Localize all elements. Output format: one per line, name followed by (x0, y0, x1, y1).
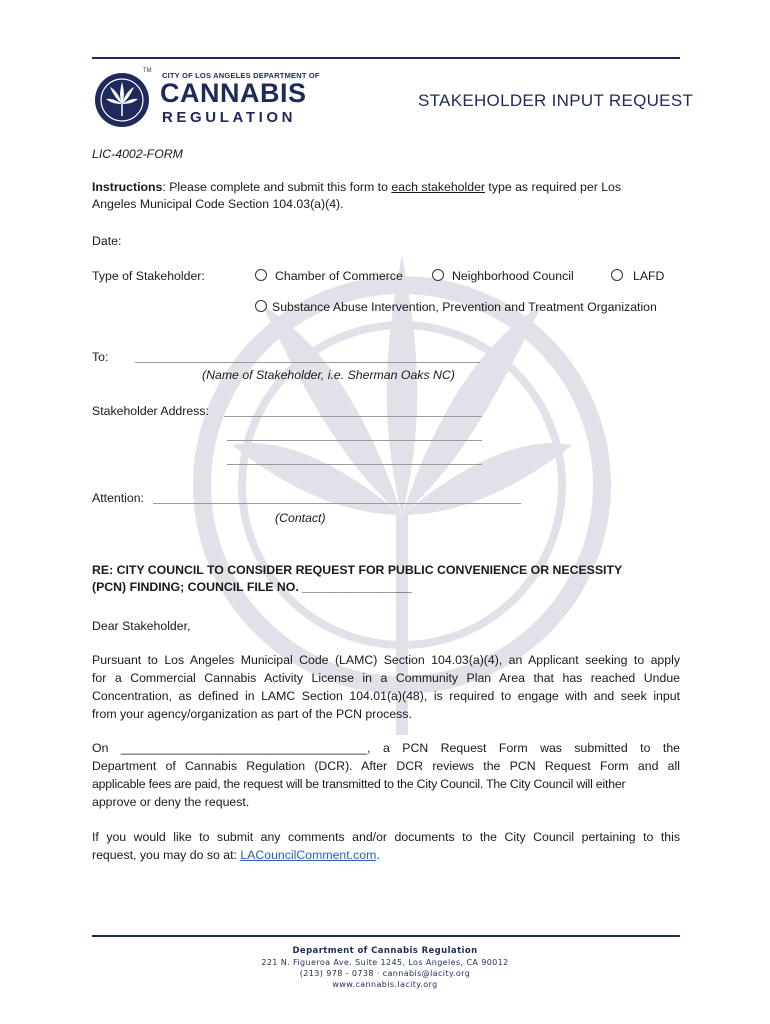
para2-line-1: On ____________________________________, a PCN Request Form was submitted to the (92, 741, 680, 755)
para1-line-4: from your agency/organization as part of the PCN process. (92, 707, 412, 721)
instructions-text-b: type as required per Los (485, 180, 622, 194)
option-neighborhood-council: Neighborhood Council (452, 269, 574, 283)
footer-divider (92, 935, 680, 937)
attention-label: Attention: (92, 491, 144, 505)
para2-line-4: approve or deny the request. (92, 795, 250, 809)
para1-line-2: for a Commercial Cannabis Activity License in a Community Plan Area that has reached Undue (92, 671, 680, 685)
logo-regulation: REGULATION (162, 109, 297, 126)
footer-website[interactable]: www.cannabis.lacity.org (332, 980, 438, 989)
to-hint: (Name of Stakeholder, i.e. Sherman Oaks NC) (202, 368, 455, 382)
re-line-2: (PCN) FINDING; COUNCIL FILE NO. ________________ (92, 580, 412, 594)
form-title: STAKEHOLDER INPUT REQUEST (418, 91, 694, 110)
date-label: Date: (92, 234, 122, 248)
radio-substance-abuse-org[interactable] (255, 300, 267, 312)
instructions-line2: Angeles Municipal Code Section 104.03(a)(4). (92, 197, 344, 211)
re-line-1: RE: CITY COUNCIL TO CONSIDER REQUEST FOR PUBLIC CONVENIENCE OR NECESSITY (92, 563, 623, 577)
logo-department-line: CITY OF LOS ANGELES DEPARTMENT OF (162, 71, 320, 80)
para2-line-3: applicable fees are paid, the request will be transmitted to the City Council. The City Council will either (92, 777, 626, 791)
greeting: Dear Stakeholder, (92, 619, 191, 633)
para2-line-2: Department of Cannabis Regulation (DCR). After DCR reviews the PCN Request Form and all (92, 759, 680, 773)
option-lafd: LAFD (633, 269, 665, 283)
address-input-line-2[interactable] (227, 440, 482, 441)
radio-neighborhood-council[interactable] (432, 269, 444, 281)
attention-hint: (Contact) (275, 511, 326, 525)
to-input-line[interactable] (135, 362, 480, 363)
option-substance-abuse-org: Substance Abuse Intervention, Prevention and Treatment Organization (272, 300, 657, 314)
instructions-underlined: each stakeholder (391, 180, 485, 194)
to-label: To: (92, 350, 109, 364)
radio-lafd[interactable] (611, 269, 623, 281)
attention-input-line[interactable] (153, 503, 521, 504)
para3-text: request, you may do so at: (92, 848, 241, 862)
address-input-line-3[interactable] (227, 464, 482, 465)
seal-logo-icon (94, 72, 150, 128)
address-input-line-1[interactable] (224, 416, 482, 417)
logo-cannabis: CANNABIS (160, 78, 307, 108)
para3-period: . (376, 848, 380, 862)
para1-line-1: Pursuant to Los Angeles Municipal Code (LAMC) Section 104.03(a)(4), an Applicant seeking to apply (92, 653, 680, 667)
radio-chamber-of-commerce[interactable] (255, 269, 267, 281)
instructions-label: Instructions (92, 180, 163, 194)
footer-address: 221 N. Figueroa Ave. Suite 1245, Los Angeles, CA 90012 (261, 958, 509, 967)
footer-contact: (213) 978 - 0738 · cannabis@lacity.org (299, 969, 471, 978)
header-divider (92, 57, 680, 59)
form-id: LIC-4002-FORM (92, 147, 183, 161)
logo-trademark: TM (143, 68, 152, 74)
footer-dept: Department of Cannabis Regulation (292, 946, 478, 956)
option-chamber-of-commerce: Chamber of Commerce (275, 269, 403, 283)
para3-line-1: If you would like to submit any comments and/or documents to the City Council pertaining to this (92, 830, 680, 844)
instructions (92, 178, 680, 196)
instructions-text-a: : Please complete and submit this form to (162, 180, 392, 194)
para1-line-3: Concentration, as defined in LAMC Section 104.01(a)(48), is required to engage with and seek input (92, 689, 680, 703)
stakeholder-type-label: Type of Stakeholder: (92, 269, 205, 283)
address-label: Stakeholder Address: (92, 404, 209, 418)
lacouncilcomment-link[interactable]: LACouncilComment.com (240, 848, 377, 862)
para3-line-2 (92, 846, 380, 864)
